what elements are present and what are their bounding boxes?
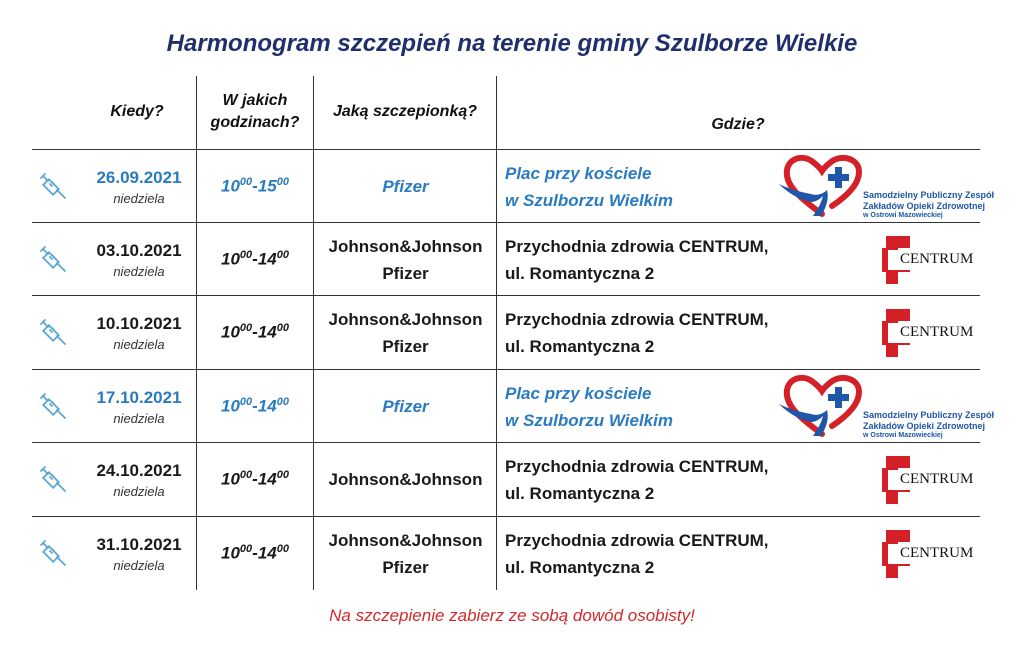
vaccine-line: Johnson&Johnson bbox=[328, 470, 483, 489]
vaccine-cell bbox=[314, 150, 497, 223]
table-row bbox=[32, 296, 980, 369]
place-line: ul. Romantyczna 2 bbox=[505, 336, 655, 356]
date: 24.10.2021 bbox=[96, 460, 182, 480]
hours: $10^{00}-14^{00}$ bbox=[220, 469, 289, 489]
date: 10.10.2021 bbox=[96, 313, 182, 333]
table-row bbox=[32, 150, 995, 223]
hours: $10^{00}-15^{00}$ bbox=[220, 176, 289, 196]
header-hours-line1: W jakich bbox=[222, 92, 288, 109]
table-row bbox=[32, 223, 980, 296]
place-line: ul. Romantyczna 2 bbox=[505, 263, 655, 283]
centrum-logo bbox=[880, 307, 974, 359]
place-cell bbox=[505, 150, 805, 223]
syringe-icon bbox=[36, 370, 72, 443]
table-row bbox=[32, 517, 980, 590]
vaccine-line: Johnson&Johnson bbox=[328, 236, 483, 256]
syringe-icon bbox=[36, 443, 72, 516]
header-vaccine: Jaką szczepionką? bbox=[332, 103, 478, 120]
vaccine-line: Pfizer bbox=[382, 336, 429, 356]
syringe-icon bbox=[36, 223, 72, 296]
logo-text: CENTRUM bbox=[900, 324, 974, 340]
date-cell bbox=[82, 150, 196, 223]
date: 31.10.2021 bbox=[96, 534, 182, 554]
vaccine-cell bbox=[314, 443, 497, 516]
place-line: Przychodnia zdrowia CENTRUM, bbox=[505, 309, 769, 329]
date-cell bbox=[82, 296, 196, 369]
logo-text: w Ostrowi Mazowieckiej bbox=[863, 432, 943, 439]
logo-text: Zakładów Opieki Zdrowotnej bbox=[863, 201, 986, 211]
place-line: Przychodnia zdrowia CENTRUM, bbox=[505, 236, 769, 256]
vaccine-line: Johnson&Johnson bbox=[328, 530, 483, 550]
date-cell bbox=[82, 443, 196, 516]
centrum-logo bbox=[880, 234, 974, 286]
date-cell bbox=[82, 517, 196, 590]
place-cell bbox=[505, 223, 805, 296]
hours-cell bbox=[197, 296, 313, 369]
weekday: niedziela bbox=[113, 190, 165, 206]
place-line: w Szulborzu Wielkim bbox=[505, 410, 673, 430]
vaccine-line: Johnson&Johnson bbox=[328, 309, 483, 329]
hours: $10^{00}-14^{00}$ bbox=[220, 543, 289, 563]
hours-cell bbox=[197, 517, 313, 590]
footer-note: Na szczepienie zabierz ze sobą dowód osobisty! bbox=[329, 606, 695, 625]
spzoz-logo bbox=[777, 374, 995, 440]
weekday: niedziela bbox=[113, 410, 165, 426]
date: 17.10.2021 bbox=[96, 387, 182, 407]
logo-text: CENTRUM bbox=[900, 251, 974, 267]
place-cell bbox=[505, 370, 805, 443]
date: 03.10.2021 bbox=[96, 240, 182, 260]
logo-text: Samodzielny Publiczny Zespół bbox=[863, 410, 995, 420]
weekday: niedziela bbox=[113, 263, 165, 279]
place-line: Plac przy kościele bbox=[505, 383, 652, 403]
syringe-icon bbox=[36, 150, 72, 223]
hours-cell bbox=[197, 150, 313, 223]
syringe-icon bbox=[39, 172, 69, 202]
weekday: niedziela bbox=[113, 483, 165, 499]
header-when: Kiedy? bbox=[110, 103, 164, 120]
header-hours bbox=[198, 90, 312, 134]
vaccine-line: Pfizer bbox=[382, 557, 429, 577]
date-cell bbox=[82, 223, 196, 296]
syringe-icon bbox=[39, 465, 69, 495]
header-where: Gdzie? bbox=[711, 116, 765, 133]
logo-text: CENTRUM bbox=[900, 471, 974, 487]
logo-text: Zakładów Opieki Zdrowotnej bbox=[863, 421, 986, 431]
place-cell bbox=[505, 296, 805, 369]
place-cell bbox=[505, 443, 805, 516]
date: 26.09.2021 bbox=[96, 167, 182, 187]
header-hours-line2: godzinach? bbox=[210, 114, 300, 131]
syringe-icon bbox=[36, 517, 72, 590]
syringe-icon bbox=[39, 539, 69, 569]
hours-cell bbox=[197, 443, 313, 516]
syringe-icon bbox=[36, 296, 72, 369]
syringe-icon bbox=[39, 392, 69, 422]
vaccine-line: Pfizer bbox=[382, 263, 429, 283]
logo-text: Samodzielny Publiczny Zespół bbox=[863, 190, 995, 200]
vaccine-cell bbox=[314, 223, 497, 296]
table-row bbox=[32, 370, 995, 443]
weekday: niedziela bbox=[113, 336, 165, 352]
place-line: Plac przy kościele bbox=[505, 163, 652, 183]
centrum-logo bbox=[880, 528, 974, 580]
hours: $10^{00}-14^{00}$ bbox=[220, 396, 289, 416]
page-title: Harmonogram szczepień na terenie gminy Szulborze Wielkie bbox=[166, 30, 858, 57]
spzoz-logo bbox=[777, 154, 995, 220]
place-line: ul. Romantyczna 2 bbox=[505, 557, 655, 577]
hours: $10^{00}-14^{00}$ bbox=[220, 249, 289, 269]
vaccine-cell bbox=[314, 296, 497, 369]
vaccine-line: Pfizer bbox=[382, 177, 429, 196]
vaccine-line: Pfizer bbox=[382, 397, 429, 416]
hours-cell bbox=[197, 223, 313, 296]
syringe-icon bbox=[39, 245, 69, 275]
place-line: w Szulborzu Wielkim bbox=[505, 190, 673, 210]
hours: $10^{00}-14^{00}$ bbox=[220, 322, 289, 342]
hours-cell bbox=[197, 370, 313, 443]
centrum-logo bbox=[880, 454, 974, 506]
syringe-icon bbox=[39, 318, 69, 348]
place-line: Przychodnia zdrowia CENTRUM, bbox=[505, 530, 769, 550]
weekday: niedziela bbox=[113, 557, 165, 573]
place-line: ul. Romantyczna 2 bbox=[505, 483, 655, 503]
vaccine-cell bbox=[314, 517, 497, 590]
vaccine-cell bbox=[314, 370, 497, 443]
logo-text: w Ostrowi Mazowieckiej bbox=[863, 212, 943, 219]
place-line: Przychodnia zdrowia CENTRUM, bbox=[505, 456, 769, 476]
date-cell bbox=[82, 370, 196, 443]
logo-text: CENTRUM bbox=[900, 545, 974, 561]
table-row bbox=[32, 443, 980, 516]
place-cell bbox=[505, 517, 805, 590]
